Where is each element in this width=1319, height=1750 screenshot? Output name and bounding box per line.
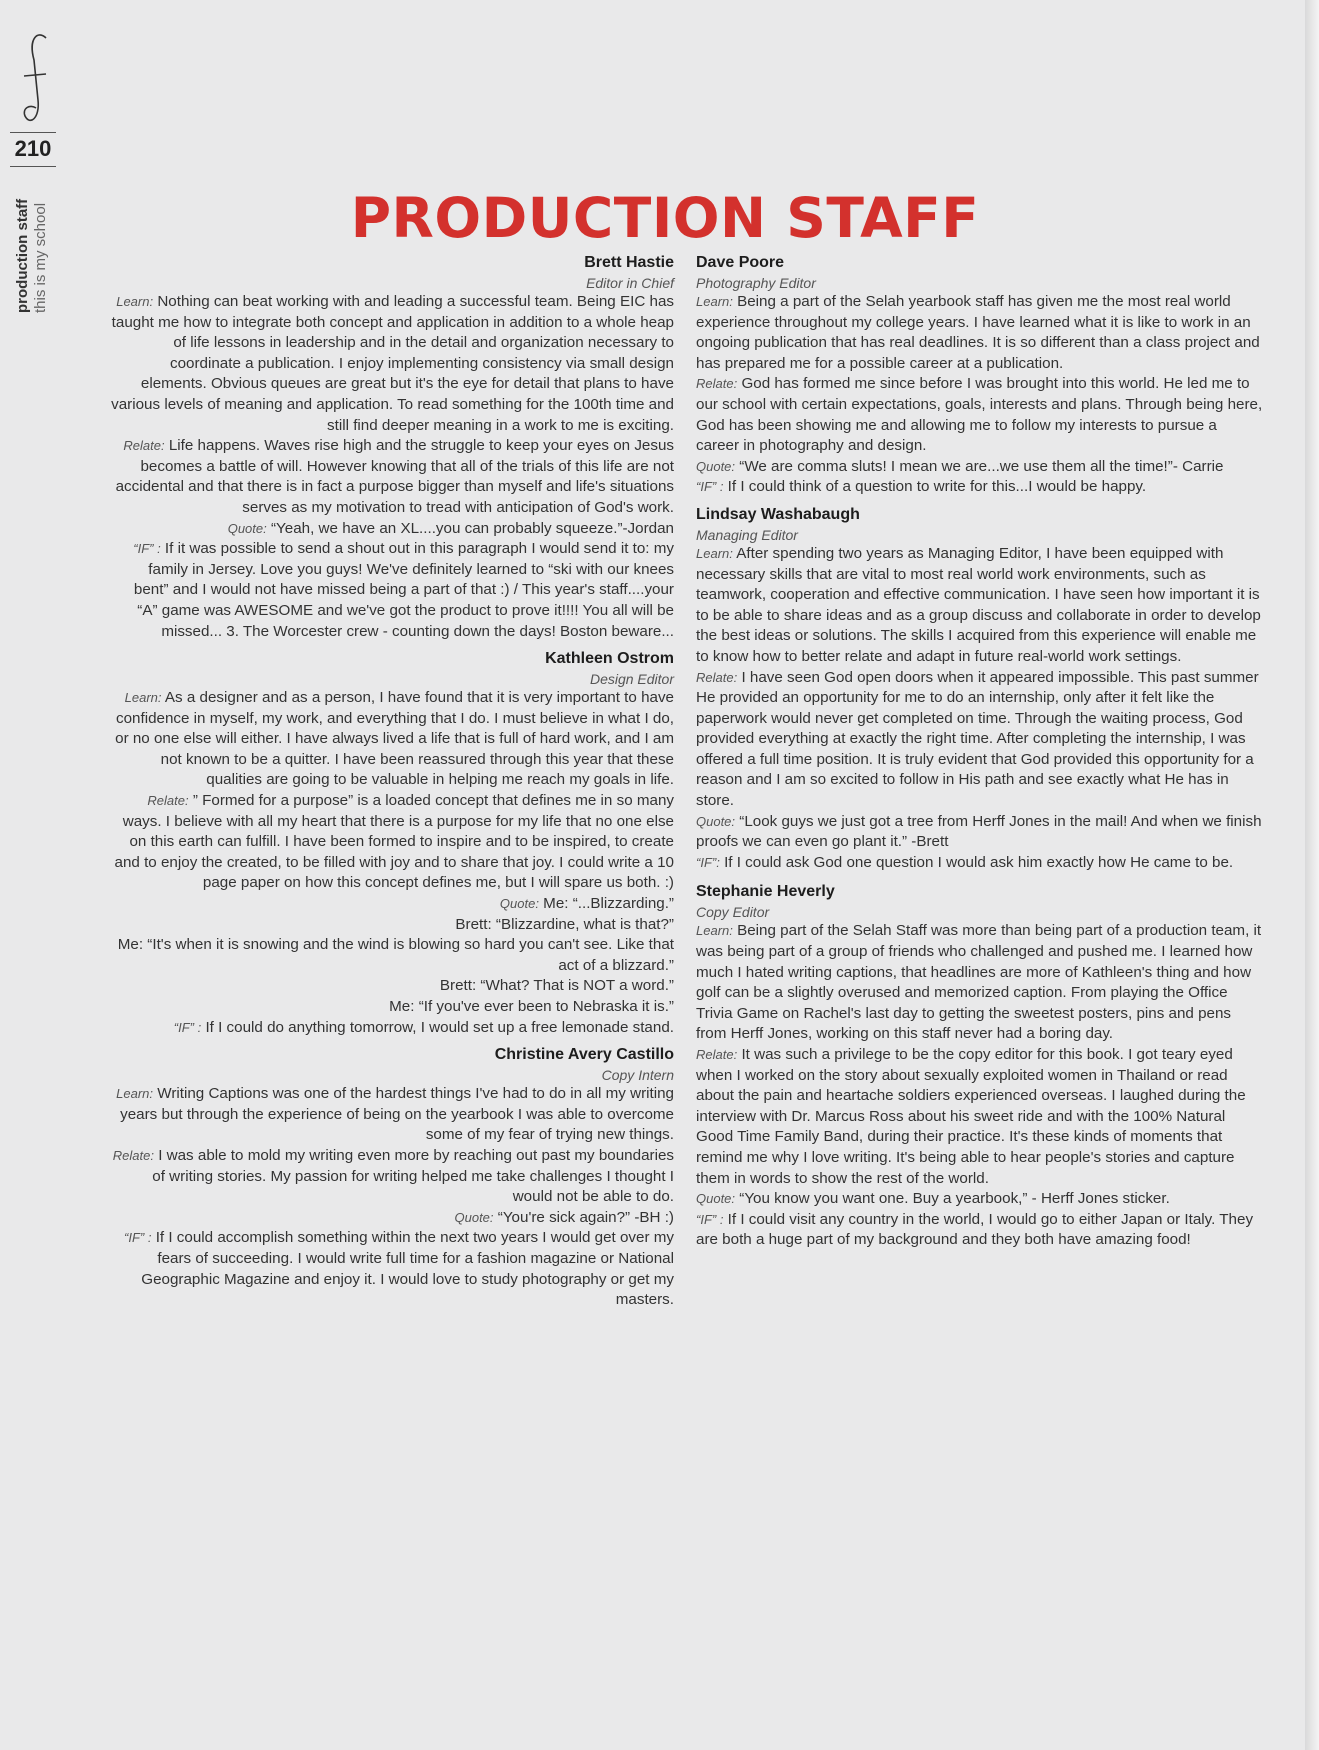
page-tab xyxy=(0,0,62,1750)
right-column xyxy=(696,252,1264,1251)
quote-text: Quote: “You know you want one. Buy a yearbook,” - Herff Jones sticker. xyxy=(696,1190,1170,1208)
section-label xyxy=(14,178,58,318)
staff-name: Dave Poore xyxy=(696,254,785,271)
staff-entry-stephanie xyxy=(696,881,1264,1251)
page-title: PRODUCTION STAFF xyxy=(350,186,980,250)
learn-text: Learn: Being part of the Selah Staff was more than being part of a production team, it was being part of a group of friends who challenged and pushed me. I learned how much I hated writing captions, that headlines are more of Kathleen's thing and how golf can be a slightly overused and memorized caption. From playing the Office Trivia Game on Rachel's last day to getting the sweetest posters, pins and pens from Herff Jones, working on this staff never had a boring day. xyxy=(696,922,1262,1043)
relate-text: Relate: Life happens. Waves rise high and the struggle to keep your eyes on Jesus becomes a battle of will. However knowing that all of the trials of this life are not accidental and that there is in fact a purpose bigger than myself and life's situations serves as my motivation to tread with anticipation of God's work. xyxy=(115,437,674,516)
page-number: 210 xyxy=(14,136,52,161)
quote-text: Quote: “You're sick again?” -BH :) xyxy=(454,1208,674,1226)
left-column xyxy=(110,252,674,1311)
staff-name: Lindsay Washabaugh xyxy=(696,505,860,523)
if-text: “IF”: If I could ask God one question I would ask him exactly how He came to be. xyxy=(696,853,1234,871)
staff-role: Editor in Chief xyxy=(586,275,674,291)
if-text: “IF” : If I could accomplish something within the next two years I would get over my fears of succeeding. I would write full time for a fashion magazine or National Geographic Magazine and enjoy it. I would love to study photography or get my masters. xyxy=(124,1229,674,1309)
if-text: “IF” : If I could visit any country in the world, I would go to either Japan or Italy. They are both a huge part of my background and they both have amazing food! xyxy=(696,1210,1254,1249)
staff-entry-dave xyxy=(696,252,1264,498)
staff-name: Stephanie Heverly xyxy=(696,883,835,901)
staff-entry-brett xyxy=(110,252,674,642)
staff-role: Managing Editor xyxy=(696,526,798,543)
quote-line: Brett: “What? That is NOT a word.” xyxy=(439,977,674,995)
if-text: “IF” : If I could think of a question to write for this...I would be happy. xyxy=(696,478,1147,496)
quote-text: Quote: “We are comma sluts! I mean we are...we use them all the time!”- Carrie xyxy=(696,457,1224,475)
staff-role: Copy Editor xyxy=(696,904,770,921)
staff-name: Brett Hastie xyxy=(584,254,674,271)
quote-text: Quote: Me: “...Blizzarding.” xyxy=(499,895,674,913)
relate-text: Relate: God has formed me since before I was brought into this world. He led me to our school with certain expectations, goals, interests and plans. Through being here, God has been showing me and allowing me to follow my interests to pursue a career in photography and design. xyxy=(696,375,1263,455)
script-f-icon xyxy=(16,30,52,130)
tab-divider xyxy=(10,166,56,167)
staff-name: Kathleen Ostrom xyxy=(545,650,674,668)
quote-text: Quote: “Yeah, we have an XL....you can probably squeeze.”-Jordan xyxy=(227,519,674,537)
learn-text: Learn: Being a part of the Selah yearbook staff has given me the most real world experience throughout my college years. I have learned what it is like to work in an ongoing publication that has real deadlines. It is so different than a class project and has prepared me for a possible career at a publication. xyxy=(696,293,1260,372)
staff-entry-christine xyxy=(110,1044,674,1311)
section-subtitle: this is my school xyxy=(32,202,49,313)
if-text: “IF” : If I could do anything tomorrow, I would set up a free lemonade stand. xyxy=(173,1018,674,1036)
relate-text: Relate: ” Formed for a purpose” is a loaded concept that defines me in so many ways. I believe with all my heart that there is a purpose for my life that no one else on this earth can fulfill. I have been formed to inspire and to be inspired, to create and to enjoy the created, to be filled with joy and to share that joy. I could write a 10 page paper on how this concept defines me, but I will spare us both. :) xyxy=(114,792,674,892)
learn-text: Learn: After spending two years as Managing Editor, I have been equipped with necessary skills that are vital to most real world work environments, such as teamwork, cooperation and effective communication. I have seen how important it is to be able to share ideas and as a group discuss and collaborate in order to develop the best ideas or solutions. The skills I acquired from this experience will enable me to know how to better relate and adapt in future real-world work settings. xyxy=(696,544,1261,665)
quote-line: Brett: “Blizzardine, what is that?” xyxy=(455,915,674,933)
relate-text: Relate: I have seen God open doors when it appeared impossible. This past summer He provided an opportunity for me to do an internship, only after it felt like the paperwork would never get completed on time. Through the waiting process, God provided everything at exactly the right time. After completing the internship, I was offered a full time position. It is truly evident that God provided this opportunity for a reason and I am so excited to follow in His path and see exactly what He has in store. xyxy=(696,668,1259,810)
quote-line: Me: “If you've ever been to Nebraska it is.” xyxy=(389,998,674,1015)
staff-name: Christine Avery Castillo xyxy=(494,1046,674,1064)
staff-entry-lindsay xyxy=(696,504,1264,874)
tab-divider xyxy=(10,132,56,133)
staff-role: Design Editor xyxy=(589,671,674,688)
quote-line: Me: “It's when it is snowing and the wind is blowing so hard you can't see. Like that act of a blizzard.” xyxy=(117,936,674,974)
relate-text: Relate: It was such a privilege to be the copy editor for this book. I got teary eyed when I worked on the story about sexually exploited women in Thailand or read about the pain and heartache soldiers experienced overseas. I laughed during the interview with Dr. Marcus Ross about his sweet ride and with the 100% Natural Good Time Family Band, during their practice. It's these kinds of moments that remind me why I love writing. It's being able to hear people's stories and capture them in words to show the rest of the world. xyxy=(696,1046,1246,1187)
learn-text: Learn: As a designer and as a person, I have found that it is very important to have confidence in myself, my work, and everything that I do. I must believe in what I do, or no one else will either. I have always lived a life that is full of hard work, and I am not known to be a quitter. I have been reassured through this year that these qualities are going to be valuable in helping me reach my goals in life. xyxy=(115,689,674,789)
relate-text: Relate: I was able to mold my writing even more by reaching out past my boundaries of writing stories. My passion for writing helped me take challenges I thought I would not be able to do. xyxy=(112,1146,674,1206)
if-text: “IF” : If it was possible to send a shout out in this paragraph I would send it to: my family in Jersey. Love you guys! We've definitely learned to “ski with our knees bent” and I would not have missed being a part of that :) / This year's staff....your “A” game was AWESOME and we've got the product to prove it!!!! You all will be missed... 3. The Worcester crew - counting down the days! Boston beware... xyxy=(133,540,674,640)
staff-role: Photography Editor xyxy=(696,275,816,291)
learn-text: Learn: Nothing can beat working with and leading a successful team. Being EIC has taught me how to integrate both concept and application in addition to a whole heap of life lessons in leadership and in the detail and organization necessary to coordinate a publication. I enjoy implementing consistency via small design elements. Obvious queues are great but it's the eye for detail that plans to have various levels of meaning and application. To read something for the 100th time and still find deeper meaning in a work to me is exciting. xyxy=(111,293,674,434)
learn-text: Learn: Writing Captions was one of the hardest things I've had to do in all my writing years but through the experience of being on the yearbook I was able to overcome some of my fear of trying new things. xyxy=(116,1085,674,1144)
staff-entry-kathleen xyxy=(110,648,674,1038)
section-name: production staff xyxy=(14,198,31,313)
staff-role: Copy Intern xyxy=(601,1067,674,1084)
quote-text: Quote: “Look guys we just got a tree from Herff Jones in the mail! And when we finish proofs we can even go plant it.” -Brett xyxy=(696,812,1262,851)
page-edge xyxy=(1305,0,1319,1750)
